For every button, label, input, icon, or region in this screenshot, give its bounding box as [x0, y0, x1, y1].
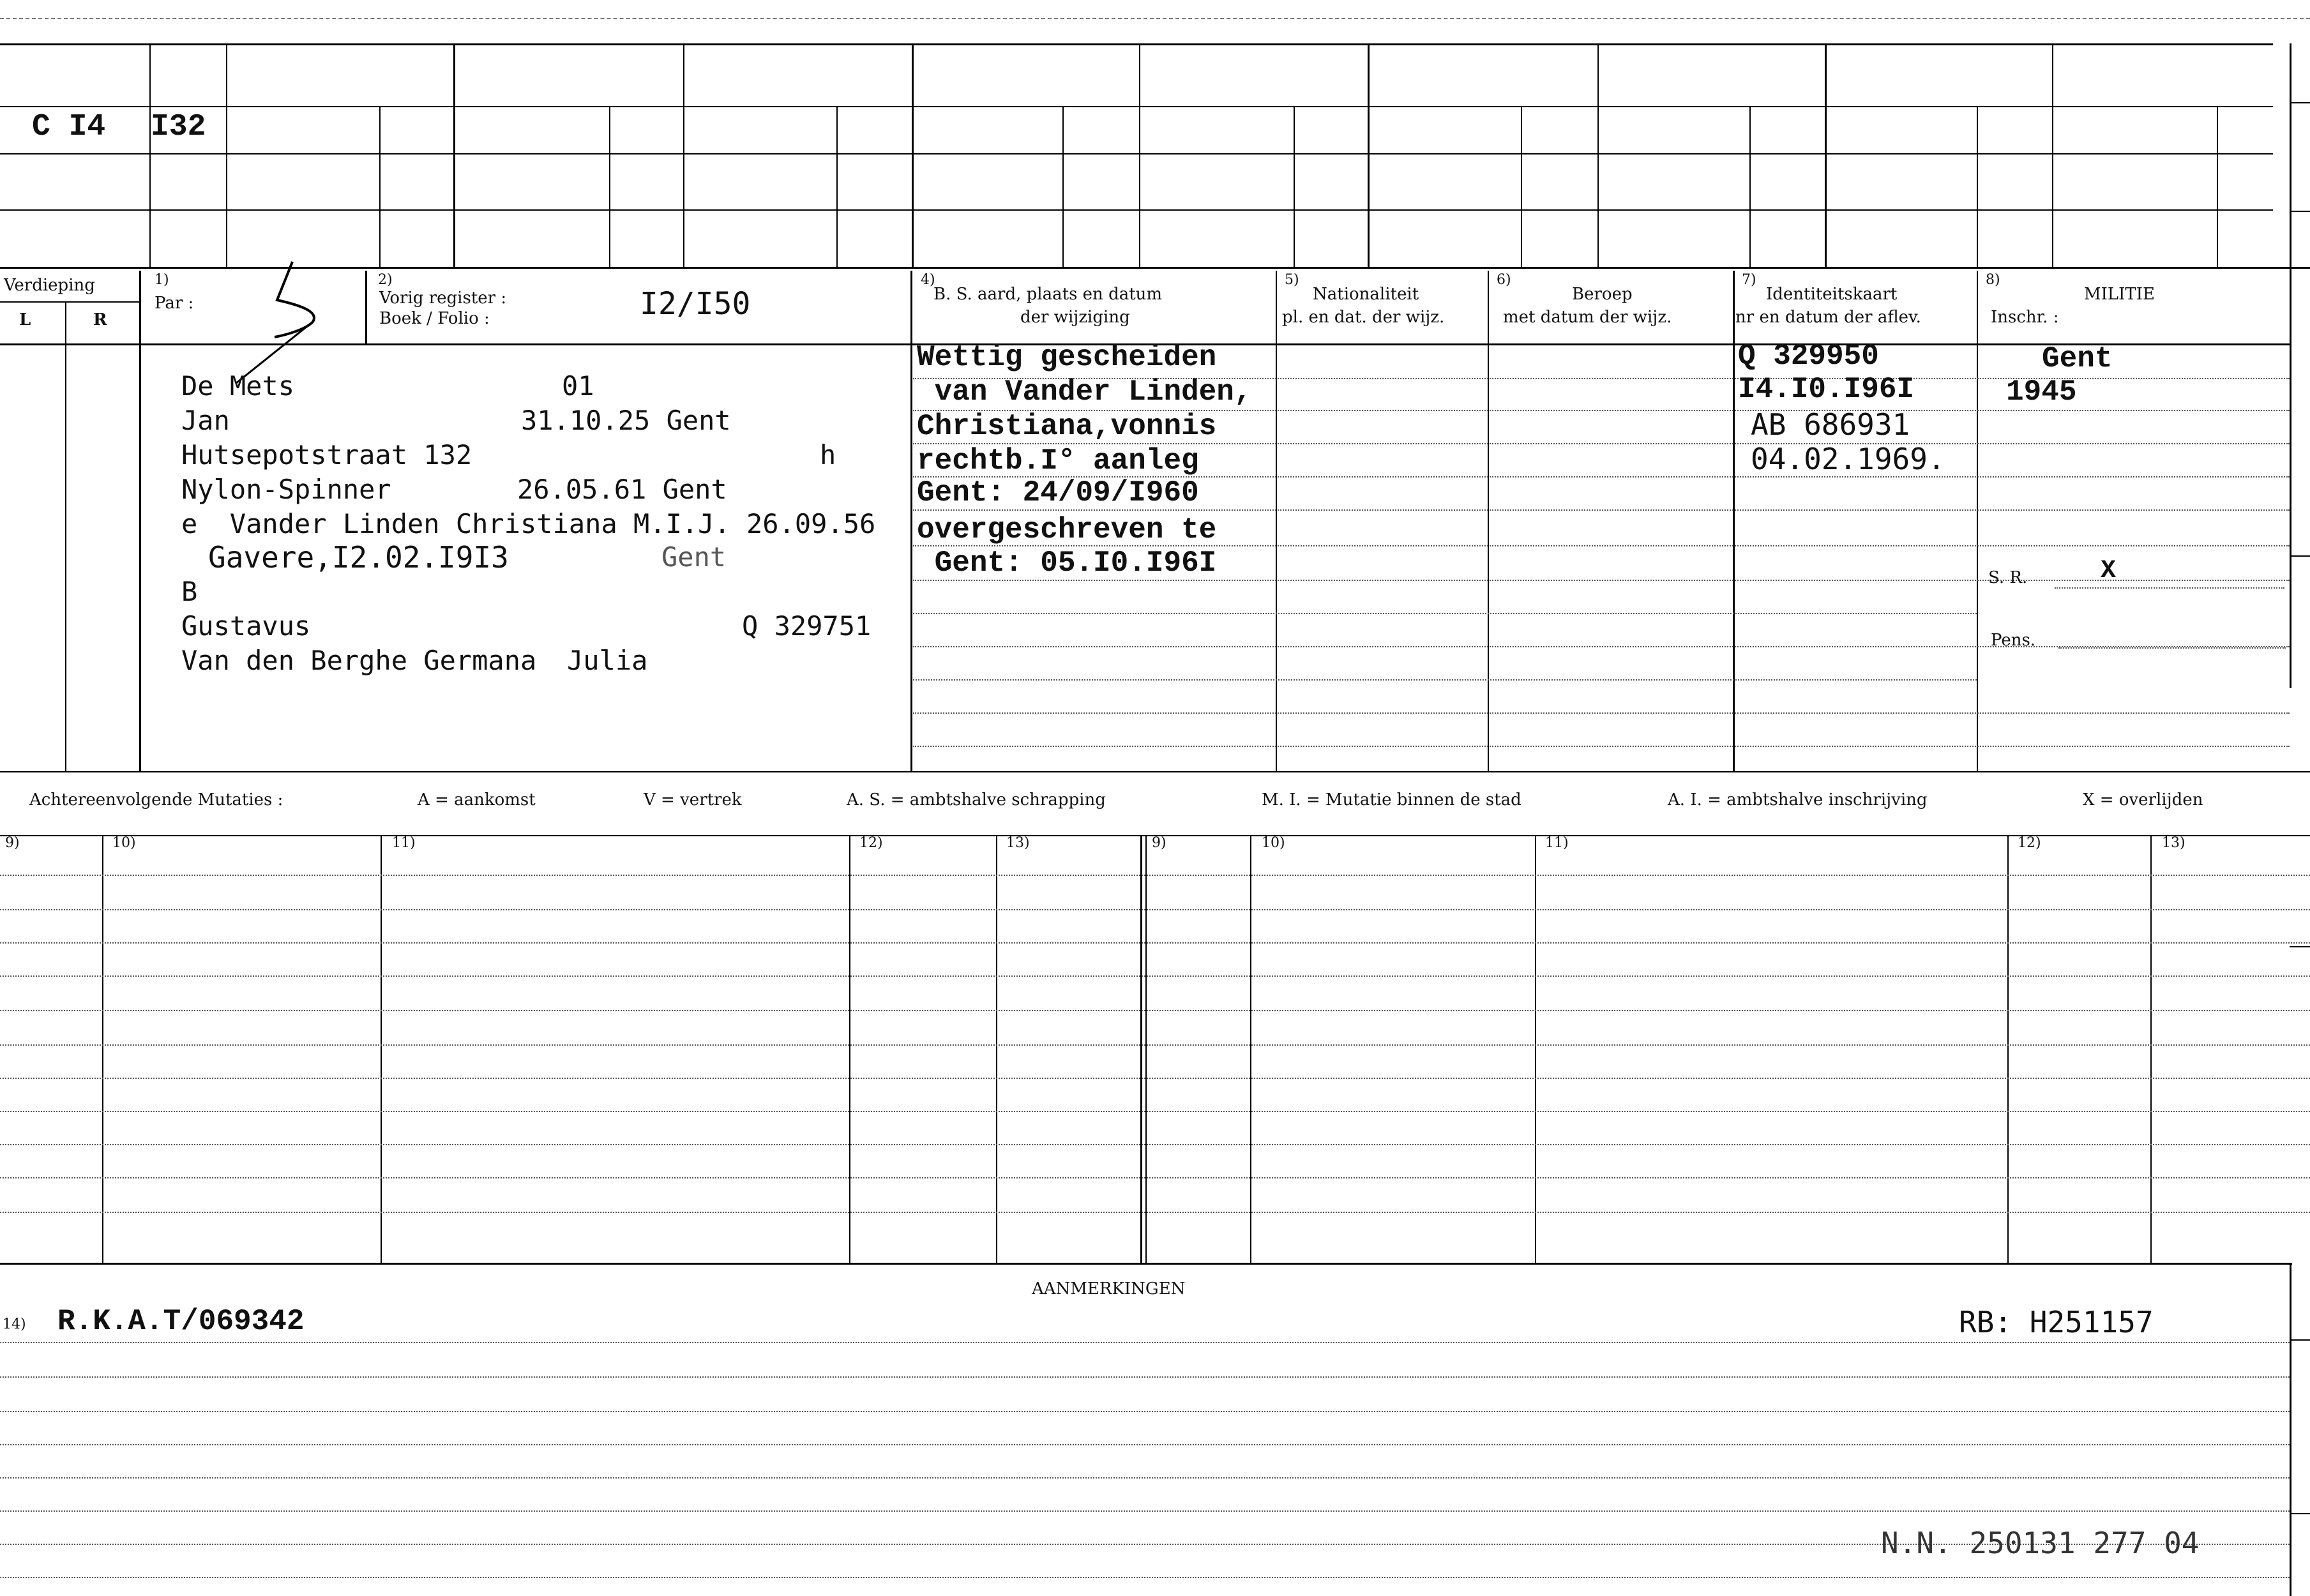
- mutation-col-number: 10): [1262, 835, 1285, 851]
- person-address: Hutsepotstraat 132: [181, 439, 472, 471]
- header-n4: 4): [921, 272, 935, 288]
- header-col-l: L: [19, 310, 31, 329]
- header-ber-line1: Beroep: [1572, 285, 1633, 304]
- header-col-r: R: [93, 310, 107, 329]
- bs-entry: Christiana,vonnis: [917, 410, 1217, 443]
- mutation-col-number: 10): [112, 835, 136, 851]
- header-verdieping: Verdieping: [4, 276, 95, 295]
- mutation-col-number: 9): [5, 835, 20, 851]
- mutation-col-number: 9): [1152, 835, 1166, 851]
- mutation-col-number: 13): [1006, 835, 1030, 851]
- person-spouse: e Vander Linden Christiana M.I.J. 26.09.56: [181, 508, 876, 539]
- mutation-col-number: 11): [392, 835, 416, 851]
- header-militie: MILITIE: [2084, 285, 2155, 304]
- header-n7: 7): [1742, 272, 1756, 288]
- bs-entry: van Vander Linden,: [917, 375, 1252, 409]
- person-letter-b: B: [181, 576, 198, 607]
- vorig-register-value: I2/I50: [640, 286, 751, 322]
- legend-ai: A. I. = ambtshalve inschrijving: [1668, 790, 1928, 809]
- header-id-line2: nr en datum der aflev.: [1735, 308, 1921, 327]
- person-occupation-date: 26.05.61 Gent: [517, 474, 727, 505]
- legend-x: X = overlijden: [2083, 790, 2203, 809]
- header-bs-line1: B. S. aard, plaats en datum: [933, 285, 1163, 304]
- header-vorig-register: Vorig register :: [379, 289, 507, 308]
- code-b: I32: [151, 110, 206, 144]
- militie-pens-label: Pens.: [1991, 631, 2036, 650]
- person-surname-code: 01: [562, 370, 594, 402]
- person-address-flag: h: [820, 439, 836, 471]
- militie-sr-value: X: [2101, 557, 2117, 585]
- legend-title: Achtereenvolgende Mutaties :: [29, 790, 283, 809]
- mutation-col-number: 11): [1545, 835, 1569, 851]
- header-inschr: Inschr. :: [1991, 308, 2059, 327]
- header-ber-line2: met datum der wijz.: [1503, 308, 1672, 327]
- militie-place: Gent: [2042, 342, 2113, 375]
- id-entry: Q 329950: [1738, 340, 1879, 373]
- person-surname: De Mets: [181, 370, 295, 402]
- person-mother: Van den Berghe Germana: [181, 645, 537, 676]
- code-a: C I4: [32, 110, 106, 144]
- id-entry: AB 686931: [1751, 407, 1910, 442]
- id-entry: I4.I0.I96I: [1738, 373, 1915, 406]
- militie-sr-label: S. R.: [1988, 568, 2028, 587]
- header-nat-line1: Nationaliteit: [1313, 285, 1419, 304]
- person-mother-extra: Julia: [567, 645, 648, 676]
- remarks-nn: N.N. 250131 277 04: [1881, 1526, 2200, 1560]
- remarks-n14: 14): [3, 1316, 26, 1332]
- mutation-col-number: 12): [2018, 835, 2041, 851]
- header-id-line1: Identiteitskaart: [1766, 285, 1898, 304]
- header-nat-line2: pl. en dat. der wijz.: [1282, 308, 1445, 327]
- mutation-col-number: 13): [2162, 835, 2185, 851]
- header-n8: 8): [1986, 272, 2000, 288]
- header-n2: 2): [378, 272, 393, 288]
- id-entry: 04.02.1969.: [1751, 442, 1945, 476]
- header-par: Par :: [155, 294, 194, 313]
- person-occupation: Nylon-Spinner: [181, 474, 391, 505]
- remarks-rka: R.K.A.T/069342: [57, 1305, 305, 1338]
- legend-a: A = aankomst: [418, 790, 536, 809]
- bs-entry: rechtb.I° aanleg: [917, 444, 1199, 478]
- remarks-rb: RB: H251157: [1959, 1305, 2154, 1339]
- person-block: [140, 345, 907, 771]
- person-firstname: Jan: [181, 405, 230, 436]
- militie-year: 1945: [2006, 375, 2077, 409]
- header-boek-folio: Boek / Folio :: [379, 309, 490, 328]
- person-birth: 31.10.25 Gent: [521, 405, 731, 436]
- bs-entry: Gent: 05.I0.I96I: [917, 546, 1217, 580]
- person-father-id: Q 329751: [742, 610, 872, 642]
- legend-as: A. S. = ambtshalve schrapping: [847, 790, 1106, 809]
- legend-v: V = vertrek: [644, 790, 742, 809]
- person-spouse-birth-place: Gent: [661, 541, 727, 573]
- bs-entry: Wettig gescheiden: [917, 341, 1217, 374]
- person-spouse-birth: Gavere,I2.02.I9I3: [208, 540, 509, 575]
- bs-entry: Gent: 24/09/I960: [917, 476, 1199, 509]
- header-n6: 6): [1497, 272, 1511, 288]
- header-n1: 1): [155, 272, 169, 288]
- header-n5: 5): [1285, 272, 1299, 288]
- header-bs-line2: der wijziging: [1020, 308, 1130, 327]
- remarks-title: AANMERKINGEN: [1032, 1279, 1186, 1299]
- mutation-col-number: 12): [859, 835, 883, 851]
- top-torn-edge: [0, 18, 2310, 19]
- bs-entry: overgeschreven te: [917, 513, 1217, 546]
- legend-mi: M. I. = Mutatie binnen de stad: [1262, 790, 1521, 809]
- person-father: Gustavus: [181, 610, 311, 642]
